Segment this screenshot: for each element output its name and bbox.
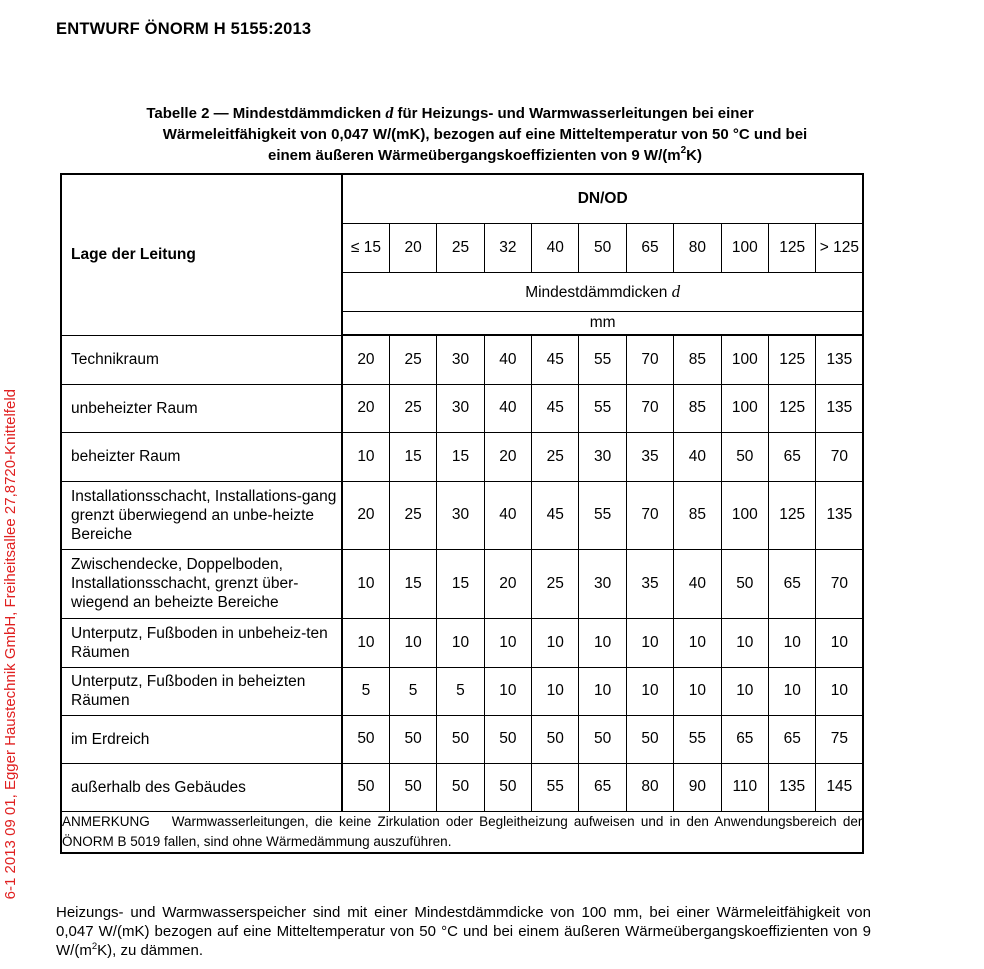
value-cell: 40 xyxy=(484,335,531,384)
column-header: 125 xyxy=(769,223,816,272)
paragraph-text-a: Heizungs- und Warmwasserspeicher sind mit einer Mindestdämmdicke von 100 mm, bei einer Wärmeleitfähigkeit von 0,047 W/(mK) bezogen auf eine Mitteltemperatur von 50 °C und bei einem äußeren Wärmeübergangskoeffizienten von 9 W/(m xyxy=(56,904,871,959)
value-cell: 5 xyxy=(389,667,436,715)
value-cell: 90 xyxy=(674,763,721,811)
value-cell: 10 xyxy=(816,618,863,667)
paragraph-sup: 2 xyxy=(91,941,98,952)
value-cell: 50 xyxy=(721,432,768,481)
table-row xyxy=(61,715,863,763)
column-header: 25 xyxy=(437,223,484,272)
value-cell: 10 xyxy=(721,618,768,667)
value-cell: 135 xyxy=(816,384,863,432)
value-cell: 25 xyxy=(389,335,436,384)
value-cell: 10 xyxy=(769,618,816,667)
row-label: unbeheizter Raum xyxy=(61,384,342,432)
value-cell: 50 xyxy=(437,715,484,763)
value-cell: 80 xyxy=(626,763,673,811)
value-cell: 15 xyxy=(437,549,484,618)
value-cell: 50 xyxy=(484,763,531,811)
value-cell: 20 xyxy=(342,384,389,432)
value-cell: 35 xyxy=(626,432,673,481)
value-cell: 15 xyxy=(437,432,484,481)
row-label: außerhalb des Gebäudes xyxy=(61,763,342,811)
sub-header-symbol: d xyxy=(671,281,681,301)
value-cell: 135 xyxy=(816,481,863,549)
table-row xyxy=(61,667,863,715)
table-row xyxy=(61,763,863,811)
value-cell: 110 xyxy=(721,763,768,811)
value-cell: 50 xyxy=(721,549,768,618)
value-cell: 85 xyxy=(674,335,721,384)
body-paragraph xyxy=(56,903,871,960)
value-cell: 50 xyxy=(437,763,484,811)
caption-line2: Wärmeleitfähigkeit von 0,047 W/(mK), bezogen auf eine Mitteltemperatur von 50 °C und bei xyxy=(162,126,808,143)
value-cell: 50 xyxy=(389,763,436,811)
value-cell: 85 xyxy=(674,384,721,432)
table-row xyxy=(61,432,863,481)
value-cell: 10 xyxy=(626,618,673,667)
table-row xyxy=(61,618,863,667)
caption-symbol: d xyxy=(385,105,394,122)
column-header: 50 xyxy=(579,223,626,272)
value-cell: 45 xyxy=(532,384,579,432)
value-cell: 10 xyxy=(484,667,531,715)
value-cell: 35 xyxy=(626,549,673,618)
row-label: Technikraum xyxy=(61,335,342,384)
caption-line1-rest: für Heizungs- und Warmwasserleitungen bei einer xyxy=(397,105,754,122)
value-cell: 20 xyxy=(342,335,389,384)
value-cell: 10 xyxy=(342,549,389,618)
value-cell: 65 xyxy=(721,715,768,763)
value-cell: 100 xyxy=(721,481,768,549)
column-header: > 125 xyxy=(816,223,863,272)
row-label: Installationsschacht, Installations-gang grenzt überwiegend an unbe-heizte Bereiche xyxy=(61,481,342,549)
note-tag: ANMERKUNG xyxy=(62,813,150,829)
value-cell: 55 xyxy=(579,481,626,549)
license-stamp: 6-1 2013 09 01, Egger Haustechnik GmbH, Freiheitsallee 27,8720-Knittelfeld xyxy=(2,389,19,900)
caption-line1: Tabelle 2 — Mindestdämmdicken xyxy=(146,105,382,122)
caption-line3b: K) xyxy=(686,147,702,164)
table-row xyxy=(61,481,863,549)
value-cell: 135 xyxy=(816,335,863,384)
caption-line3-sup: 2 xyxy=(680,145,687,156)
value-cell: 145 xyxy=(816,763,863,811)
value-cell: 10 xyxy=(342,618,389,667)
value-cell: 40 xyxy=(674,549,721,618)
value-cell: 25 xyxy=(532,549,579,618)
value-cell: 55 xyxy=(579,335,626,384)
column-header: ≤ 15 xyxy=(342,223,389,272)
value-cell: 70 xyxy=(626,335,673,384)
note-cell xyxy=(61,811,863,853)
column-header: 40 xyxy=(532,223,579,272)
row-label: Unterputz, Fußboden in unbeheiz-ten Räumen xyxy=(61,618,342,667)
value-cell: 100 xyxy=(721,335,768,384)
value-cell: 30 xyxy=(579,432,626,481)
value-cell: 20 xyxy=(342,481,389,549)
row-header-cell xyxy=(61,174,342,335)
value-cell: 10 xyxy=(579,667,626,715)
value-cell: 100 xyxy=(721,384,768,432)
value-cell: 30 xyxy=(437,481,484,549)
value-cell: 85 xyxy=(674,481,721,549)
table-caption xyxy=(100,103,870,166)
value-cell: 65 xyxy=(769,432,816,481)
value-cell: 55 xyxy=(579,384,626,432)
table-row xyxy=(61,335,863,384)
value-cell: 10 xyxy=(342,432,389,481)
value-cell: 10 xyxy=(674,618,721,667)
value-cell: 70 xyxy=(816,549,863,618)
row-label: im Erdreich xyxy=(61,715,342,763)
column-header: 32 xyxy=(484,223,531,272)
value-cell: 125 xyxy=(769,384,816,432)
value-cell: 10 xyxy=(532,618,579,667)
value-cell: 135 xyxy=(769,763,816,811)
value-cell: 45 xyxy=(532,481,579,549)
value-cell: 10 xyxy=(769,667,816,715)
value-cell: 50 xyxy=(484,715,531,763)
value-cell: 75 xyxy=(816,715,863,763)
value-cell: 25 xyxy=(389,384,436,432)
table-row xyxy=(61,384,863,432)
value-cell: 5 xyxy=(437,667,484,715)
value-cell: 10 xyxy=(389,618,436,667)
value-cell: 125 xyxy=(769,335,816,384)
value-cell: 50 xyxy=(626,715,673,763)
value-cell: 30 xyxy=(579,549,626,618)
value-cell: 10 xyxy=(484,618,531,667)
row-label: Zwischendecke, Doppelboden, Installationsschacht, grenzt über-wiegend an beheizte Bereiche xyxy=(61,549,342,618)
row-header-label: Lage der Leitung xyxy=(71,246,196,264)
value-cell: 25 xyxy=(389,481,436,549)
value-cell: 70 xyxy=(626,481,673,549)
column-header: 100 xyxy=(721,223,768,272)
value-cell: 10 xyxy=(579,618,626,667)
value-cell: 20 xyxy=(484,432,531,481)
value-cell: 50 xyxy=(342,715,389,763)
value-cell: 40 xyxy=(674,432,721,481)
caption-line3a: einem äußeren Wärmeübergangskoeffizienten von 9 W/(m xyxy=(268,147,681,164)
value-cell: 25 xyxy=(532,432,579,481)
value-cell: 10 xyxy=(674,667,721,715)
value-cell: 10 xyxy=(437,618,484,667)
value-cell: 10 xyxy=(532,667,579,715)
document-header: ENTWURF ÖNORM H 5155:2013 xyxy=(56,20,312,38)
paragraph-text-b: K), zu dämmen. xyxy=(97,942,203,959)
column-header: 80 xyxy=(674,223,721,272)
value-cell: 50 xyxy=(342,763,389,811)
sub-header xyxy=(342,272,863,311)
value-cell: 10 xyxy=(721,667,768,715)
value-cell: 70 xyxy=(626,384,673,432)
value-cell: 30 xyxy=(437,335,484,384)
value-cell: 15 xyxy=(389,549,436,618)
column-header: 20 xyxy=(389,223,436,272)
value-cell: 40 xyxy=(484,384,531,432)
value-cell: 15 xyxy=(389,432,436,481)
value-cell: 55 xyxy=(532,763,579,811)
value-cell: 125 xyxy=(769,481,816,549)
value-cell: 10 xyxy=(816,667,863,715)
note-text: Warmwasserleitungen, die keine Zirkulation oder Begleitheizung aufweisen und in den Anwendungsbereich der ÖNORM B 5019 fallen, sind ohne Wärmedämmung auszuführen. xyxy=(62,813,863,849)
value-cell: 10 xyxy=(626,667,673,715)
value-cell: 65 xyxy=(769,715,816,763)
insulation-table xyxy=(60,173,864,854)
sub-header-text: Mindestdämmdicken xyxy=(525,283,668,301)
note-row xyxy=(61,811,863,853)
value-cell: 30 xyxy=(437,384,484,432)
value-cell: 45 xyxy=(532,335,579,384)
column-header: 65 xyxy=(626,223,673,272)
row-label: beheizter Raum xyxy=(61,432,342,481)
value-cell: 65 xyxy=(769,549,816,618)
value-cell: 50 xyxy=(532,715,579,763)
value-cell: 65 xyxy=(579,763,626,811)
value-cell: 50 xyxy=(579,715,626,763)
unit-header: mm xyxy=(342,311,863,335)
value-cell: 40 xyxy=(484,481,531,549)
table-row xyxy=(61,549,863,618)
value-cell: 50 xyxy=(389,715,436,763)
value-cell: 55 xyxy=(674,715,721,763)
group-header: DN/OD xyxy=(342,174,863,223)
value-cell: 5 xyxy=(342,667,389,715)
value-cell: 70 xyxy=(816,432,863,481)
row-label: Unterputz, Fußboden in beheizten Räumen xyxy=(61,667,342,715)
value-cell: 20 xyxy=(484,549,531,618)
